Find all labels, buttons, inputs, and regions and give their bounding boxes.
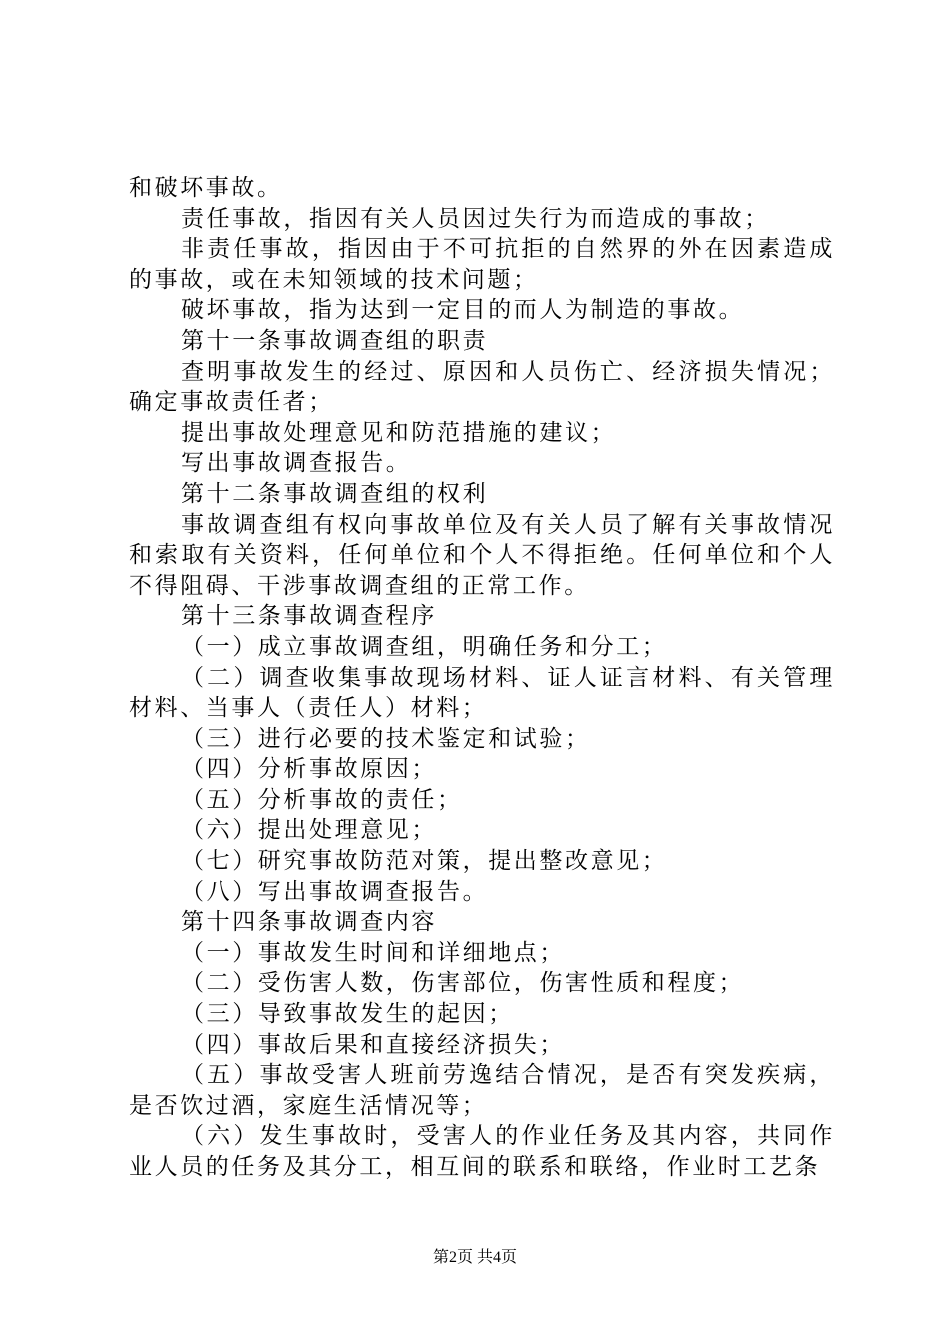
paragraph: （六）发生事故时，受害人的作业任务及其内容，共同作业人员的任务及其分工，相互间的联系和联络，作业时工艺条 — [129, 1123, 835, 1180]
paragraph: 写出事故调查报告。 — [181, 450, 412, 477]
document-body — [129, 173, 835, 1183]
paragraph: 第十一条事故调查组的职责 — [181, 327, 489, 354]
paragraph: （五）分析事故的责任； — [181, 786, 463, 813]
paragraph: （四）事故后果和直接经济损失； — [181, 1031, 565, 1058]
paragraph: 第十二条事故调查组的权利 — [181, 480, 489, 507]
paragraph: （七）研究事故防范对策，提出整改意见； — [181, 848, 668, 875]
paragraph: （二）受伤害人数，伤害部位，伤害性质和程度； — [181, 970, 745, 997]
paragraph: （二）调查收集事故现场材料、证人证言材料、有关管理材料、当事人（责任人）材料； — [129, 664, 835, 722]
paragraph: 非责任事故，指因由于不可抗拒的自然界的外在因素造成的事故，或在未知领域的技术问题； — [129, 236, 835, 293]
paragraph: 和破坏事故。 — [129, 175, 283, 201]
paragraph: 事故调查组有权向事故单位及有关人员了解有关事故情况和索取有关资料，任何单位和个人不得拒绝。任何单位和个人不得阻碍、干涉事故调查组的正常工作。 — [129, 511, 835, 599]
paragraph: （四）分析事故原因； — [181, 756, 437, 783]
paragraph: （六）提出处理意见； — [181, 817, 437, 844]
page-footer: 第2页 共4页 — [432, 1249, 517, 1266]
paragraph: 第十三条事故调查程序 — [181, 603, 437, 630]
paragraph: 提出事故处理意见和防范措施的建议； — [181, 419, 617, 446]
paragraph: 第十四条事故调查内容 — [181, 909, 437, 936]
paragraph: （五）事故受害人班前劳逸结合情况，是否有突发疾病，是否饮过酒，家庭生活情况等； — [129, 1062, 835, 1119]
paragraph: （一）成立事故调查组，明确任务和分工； — [181, 633, 668, 660]
paragraph: 查明事故发生的经过、原因和人员伤亡、经济损失情况；确定事故责任者； — [129, 358, 835, 416]
paragraph: （三）进行必要的技术鉴定和试验； — [181, 725, 591, 752]
paragraph: （三）导致事故发生的起因； — [181, 1001, 514, 1028]
paragraph: （一）事故发生时间和详细地点； — [181, 939, 565, 966]
paragraph: 责任事故，指因有关人员因过失行为而造成的事故； — [181, 205, 770, 232]
paragraph: 破坏事故，指为达到一定目的而人为制造的事故。 — [181, 297, 745, 324]
paragraph: （八）写出事故调查报告。 — [181, 878, 489, 905]
